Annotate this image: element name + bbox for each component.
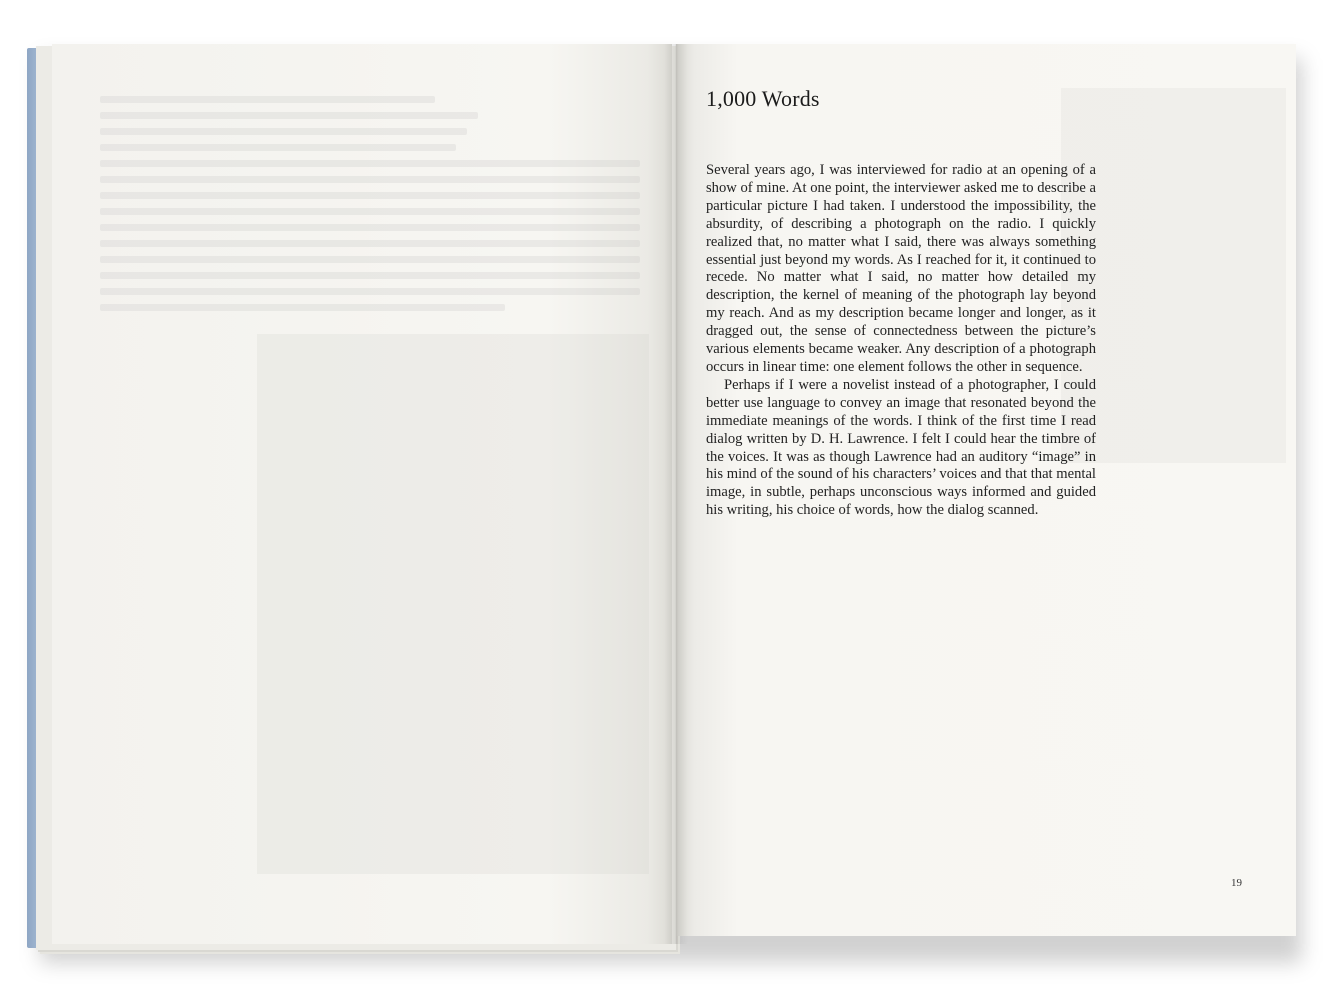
right-page	[676, 44, 1296, 936]
paragraph-1: Several years ago, I was interviewed for radio at an opening of a show of mine. At one point, the interviewer asked me to describe a particular picture I had taken. I understood the impossibility, the absurdity, of describing a photograph on the radio. I quickly realized that, no matter what I said, there was always something essential just beyond my words. As I reached for it, it continued to recede. No matter what I said, no matter how detailed my description, the kernel of meaning of the photograph lay beyond my reach. And as my description became longer and longer, as it dragged out, the sense of connectedness between the picture’s various elements became weaker. Any description of a photograph occurs in linear time: one element follows the other in sequence.	[706, 162, 1096, 375]
show-through-text	[100, 96, 640, 320]
book-gutter	[664, 44, 688, 944]
page-number: 19	[1231, 877, 1242, 889]
show-through-photo	[257, 334, 649, 874]
chapter-title: 1,000 Words	[706, 86, 820, 111]
left-page	[52, 44, 672, 944]
paragraph-2: Perhaps if I were a novelist instead of a photographer, I could better use language to convey an image that resonated beyond the immediate meanings of the words. I think of the first time I read dialog written by D. H. Lawrence. I felt I could hear the timbre of the voices. It was as though Lawrence had an auditory “image” in his mind of the sound of his characters’ voices and that that mental image, in subtle, perhaps unconscious ways informed and guided his writing, his choice of words, how the dialog scanned.	[706, 376, 1096, 519]
body-text	[706, 162, 1096, 520]
